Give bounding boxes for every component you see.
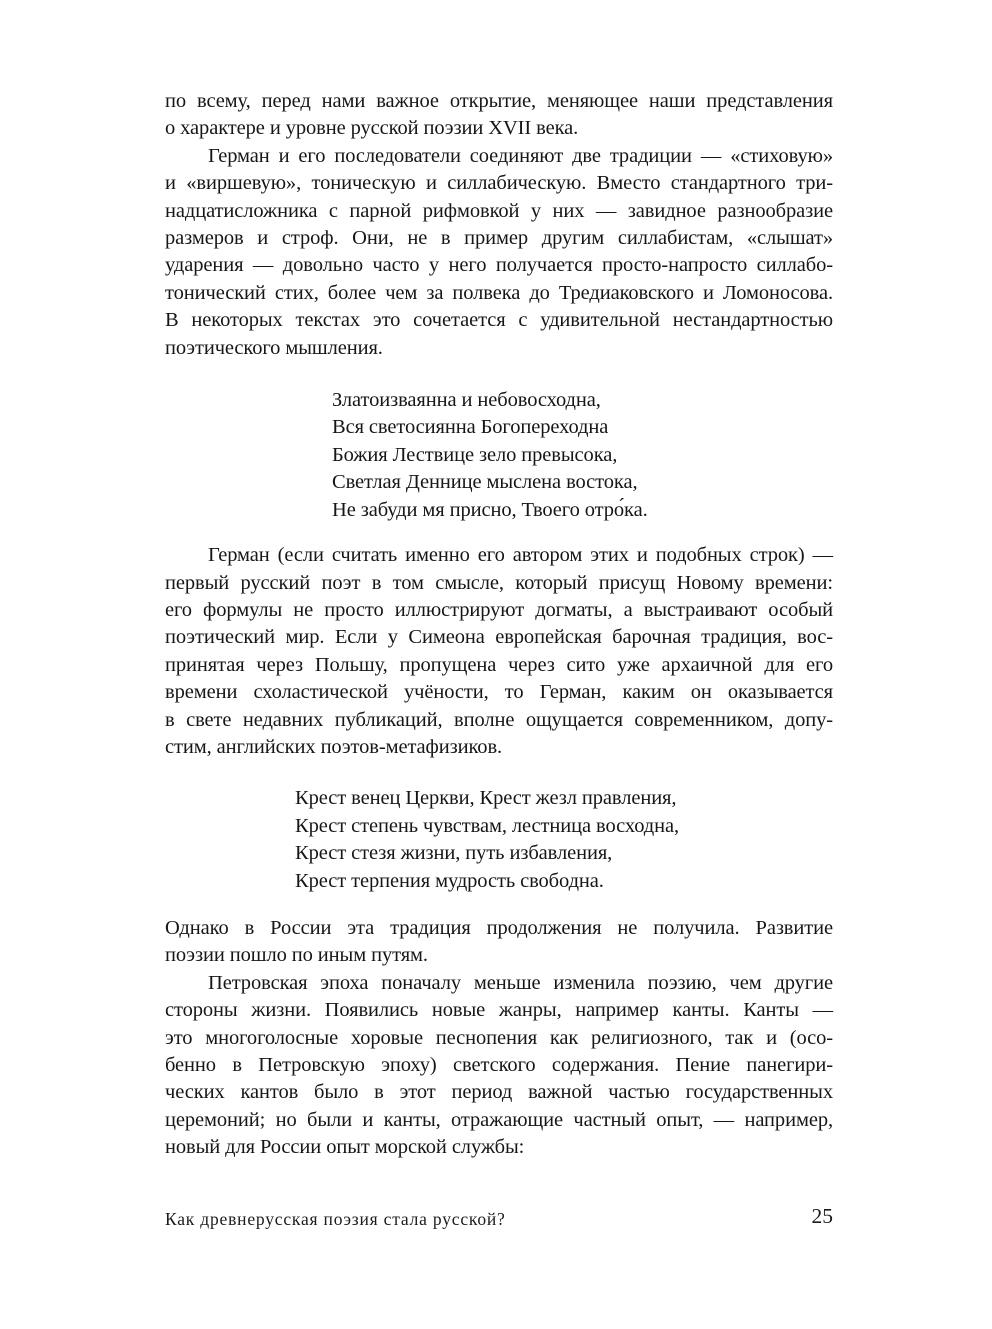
verse-line: Крест стезя жизни, путь избавления, [295,842,613,865]
verse-line: Крест терпения мудрость свободна. [295,869,604,892]
text-line: стороны жизни. Появились новые жанры, например канты. Канты — [165,999,833,1022]
text-line: церемоний; но были и канты, отражающие частный опыт, — например, [165,1108,833,1131]
text-line: поэзии пошло по иным путям. [165,944,428,967]
text-line: его формулы не просто иллюстрируют догматы, а выстраивают особый [165,598,833,621]
text-line: бенно в Петровскую эпоху) светского содержания. Пение панегири- [165,1054,833,1076]
text-line: это многоголосные хоровые песнопения как религиозного, так и (осо- [165,1026,833,1049]
text-line: времени схоластической учёности, то Герман, каким он оказывается [165,681,833,704]
paragraph-german-first-poet [165,542,833,761]
verse-line: Не забуди мя присно, Твоего отро́ка. [332,498,648,521]
verse-line: Крест венец Церкви, Крест жезл правления, [295,787,677,810]
text-line: о характере и уровне русской поэзии XVII века. [165,117,579,140]
text-line: принятая через Польшу, пропущена через сито уже архаичной для его [165,653,833,676]
text-line: новый для России опыт морской службы: [165,1136,525,1159]
text-block [165,88,833,1162]
text-line: поэтический мир. Если у Симеона европейская барочная традиция, вос- [165,626,833,649]
footer-running-title: Как древнерусская поэзия стала русской? [165,1209,506,1229]
verse-quote-2 [295,785,833,895]
verse-line: Крест степень чувствам, лестница восходна, [295,814,680,837]
text-line: тонический стих, более чем за полвека до Тредиаковского и Ломоносова. [165,281,833,304]
text-line: и «виршевую», тоническую и силлабическую. Вместо стандартного три- [165,172,833,195]
page-number: 25 [811,1204,833,1228]
paragraph-continuation [165,88,833,143]
verse-quote-1 [332,387,833,524]
paragraph-tradition-not-continued [165,915,833,970]
verse-line: Вся светосиянна Богопереходна [332,416,609,439]
text-line: по всему, перед нами важное открытие, меняющее наши представления [165,90,833,112]
text-line: В некоторых текстах это сочетается с удивительной нестандартностью [165,309,833,332]
paragraph-german-traditions [165,143,833,362]
verse-line: Светлая Деннице мыслена востока, [332,471,638,494]
text-line: стим, английских поэтов-метафизиков. [165,735,503,758]
verse-line: Божия Лествице зело превысока, [332,443,618,466]
text-line: надцатисложника с парной рифмовкой у них — завидное разнообразие [165,199,833,222]
text-line: ческих кантов было в этот период важной частью государственных [165,1081,833,1104]
text-line: первый русский поэт в том смысле, который присущ Новому времени: [165,571,833,594]
text-line: Однако в России эта традиция продолжения не получила. Развитие [165,916,833,939]
text-line: размеров и строф. Они, не в пример другим силлабистам, «слышат» [165,227,833,250]
text-line: поэтического мышления. [165,336,383,359]
text-line: Герман и его последователи соединяют две традиции — «стиховую» [208,144,833,167]
text-line: в свете недавних публикаций, вполне ощущается современником, допу- [165,708,833,731]
paragraph-petrine-era [165,970,833,1162]
verse-line: Златоизваянна и небовосходна, [332,389,601,412]
text-line: ударения — довольно часто у него получается просто-напросто силлабо- [165,254,833,277]
text-line: Петровская эпоха поначалу меньше изменила поэзию, чем другие [208,971,833,994]
text-line: Герман (если считать именно его автором этих и подобных строк) — [208,544,833,567]
